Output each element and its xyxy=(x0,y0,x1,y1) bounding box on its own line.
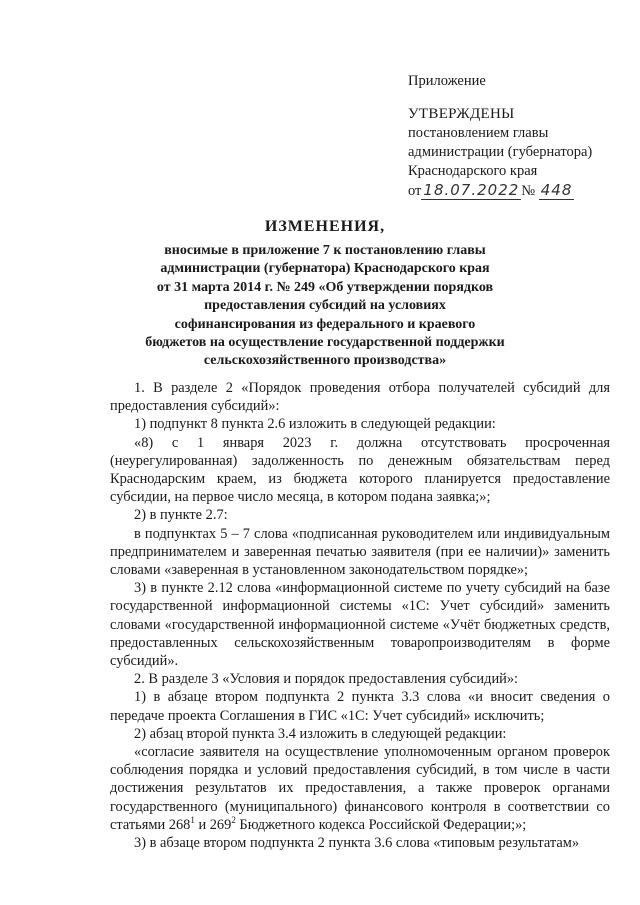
paragraph xyxy=(110,743,610,834)
paragraph-text: и 269 xyxy=(194,816,232,833)
title-subtitle-line: администрации (губернатора) Краснодарского края xyxy=(160,261,490,277)
paragraph: 2) абзац второй пункта 3.4 изложить в следующей редакции: xyxy=(134,725,507,742)
paragraph: 3) в абзаце втором подпункта 2 пункта 3.6 слова «типовым результатам» xyxy=(134,835,580,852)
appendix-label: Приложение xyxy=(408,73,486,89)
title-subtitle-line: бюджетов на осуществление государственной поддержки xyxy=(145,335,505,351)
title-subtitle-line: от 31 марта 2014 г. № 249 «Об утверждении порядков xyxy=(156,279,494,295)
approval-stamp xyxy=(408,72,628,201)
paragraph: 2) в пункте 2.7: xyxy=(134,507,228,524)
number-sign: № xyxy=(521,183,536,199)
paragraph: 2. В разделе 3 «Условия и порядок предоставления субсидий»: xyxy=(134,671,519,688)
document-title xyxy=(110,218,540,371)
handwritten-date: 18.07.2022 xyxy=(423,181,520,199)
title-subtitle-line: предоставления субсидий на условиях xyxy=(204,298,446,314)
title-subtitle-line: вносимые в приложение 7 к постановлению главы xyxy=(164,243,486,258)
superscript: 1 xyxy=(190,815,195,826)
paragraph: «8) с 1 января 2023 г. должна отсутствовать просроченная (неурегулированная) задолженность по денежным обязательствам перед Краснодарским краем, из бюджета которого планируется предоставление субсидии, на первое число месяца, в котором подана заявка;»; xyxy=(110,434,610,506)
approval-line: администрации (губернатора) xyxy=(408,144,593,160)
approved-label: УТВЕРЖДЕНЫ xyxy=(408,106,515,122)
paragraph: 1. В разделе 2 «Порядок проведения отбора получателей субсидий для предоставления субсидий»: xyxy=(110,380,610,415)
approval-line: постановлением главы xyxy=(408,125,549,141)
approval-date-line xyxy=(408,181,628,201)
document-body xyxy=(110,379,610,852)
paragraph: 1) подпункт 8 пункта 2.6 изложить в следующей редакции: xyxy=(134,416,496,433)
handwritten-number: 448 xyxy=(540,181,573,199)
paragraph: 1) в абзаце втором подпункта 2 пункта 3.3 слова «и вносит сведения о передаче проекта Соглашения в ГИС «1С: Учет субсидий» исключить; xyxy=(110,689,610,724)
date-prefix: от xyxy=(408,183,422,199)
superscript: 2 xyxy=(231,815,236,826)
approval-line: Краснодарского края xyxy=(408,163,538,179)
title-subtitle-line: сельскохозяйственного производства» xyxy=(203,353,447,369)
paragraph: 3) в пункте 2.12 слова «информационной системе по учету субсидий на базе государственной информационной системы «1С: Учет субсидий» заменить словами «государственной информационной системе «Учёт бюджетных средств, предоставленных сельскохозяйственным товаропроизводителям в форме субсидий». xyxy=(110,580,610,670)
title-main: ИЗМЕНЕНИЯ, xyxy=(264,218,386,235)
title-subtitle-line: софинансирования из федерального и краевого xyxy=(174,316,476,332)
paragraph: в подпунктах 5 – 7 слова «подписанная руководителем или индивидуальным предпринимателем и заверенная печатью заявителя (при ее наличии)» заменить словами «заверенная в установленном законодательством порядке»; xyxy=(110,525,610,579)
paragraph-text: Бюджетного кодекса Российской Федерации;»; xyxy=(235,816,527,833)
paragraph-text: «согласие заявителя на осуществление уполномоченным органом проверок соблюдения порядка и условий предоставления субсидий, в том числе в части достижения результатов их предоставления, а также проверок органами государственного (муниципального) финансового контроля в соответствии со статьями 268 xyxy=(110,744,610,833)
